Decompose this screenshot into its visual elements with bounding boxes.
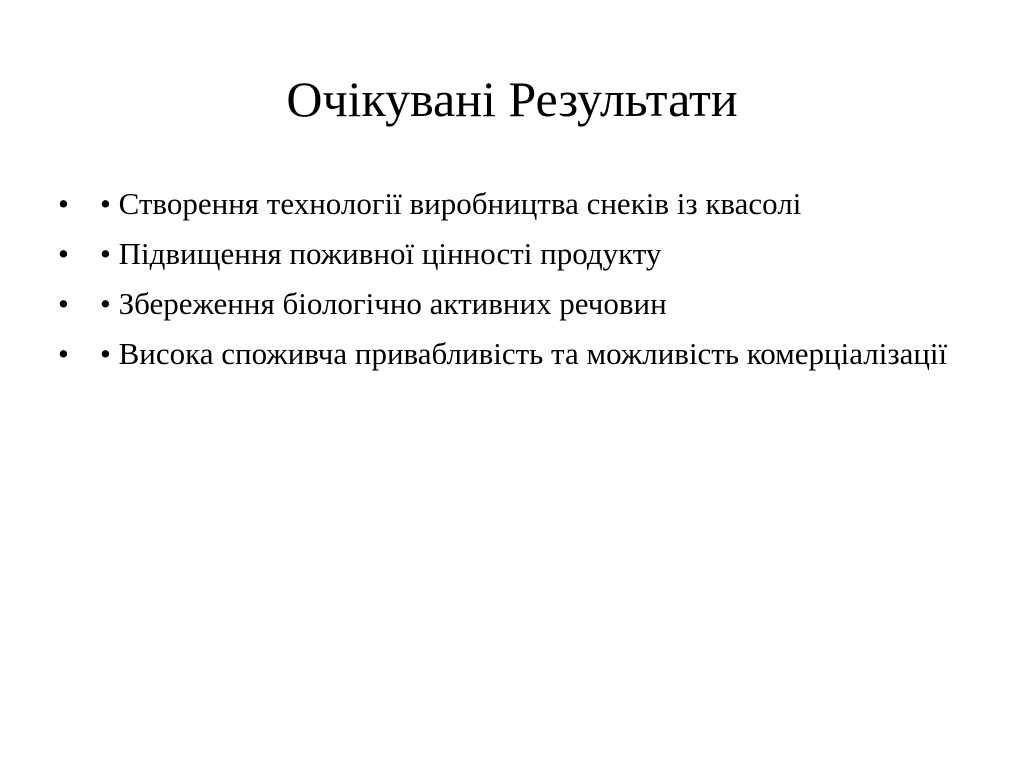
- slide-title: Очікувані Результати: [286, 71, 738, 127]
- list-item: [58, 286, 958, 322]
- bullet-list: [58, 186, 958, 386]
- list-item-text: • Створення технології виробництва снеків із квасолі: [100, 186, 802, 221]
- list-item-text: • Висока споживча привабливість та можливість комерціалізації: [100, 336, 948, 371]
- list-item-text: • Збереження біологічно активних речовин: [100, 286, 667, 321]
- bullet-icon: •: [58, 186, 69, 221]
- bullet-icon: •: [58, 286, 69, 321]
- list-item: [58, 336, 958, 372]
- list-item: [58, 186, 958, 222]
- list-item-text: • Підвищення поживної цінності продукту: [100, 236, 662, 271]
- bullet-icon: •: [58, 336, 69, 371]
- bullet-icon: •: [58, 236, 69, 271]
- list-item: [58, 236, 958, 272]
